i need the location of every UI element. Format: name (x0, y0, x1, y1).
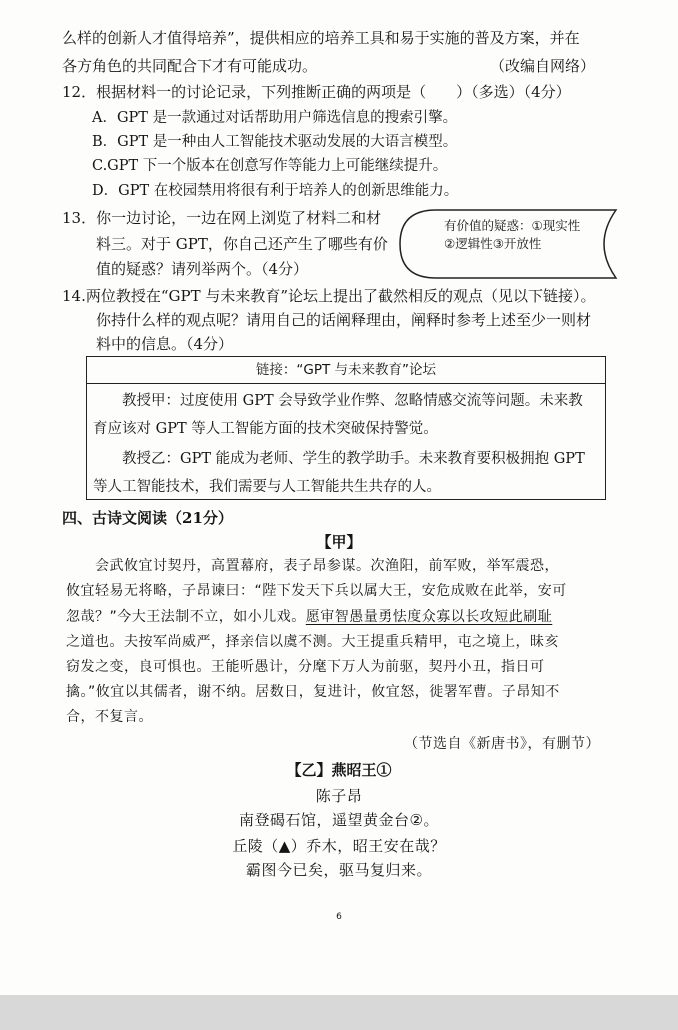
jia-line-7: 合，不复言。 (66, 709, 153, 725)
intro-line-1: 么样的创新人才值得培养”，提供相应的培养工具和易于实施的普及方案，并在 (62, 29, 580, 47)
intro-source: （改编自网络） (490, 57, 596, 75)
viewer-bottom-bar (0, 995, 678, 1030)
forum-link-line-1: 教授甲：过度使用 GPT 会导致学业作弊、忽略情感交流等问题。未来教 (93, 393, 583, 409)
q13-hint-note: 有价值的疑惑：①现实性②逻辑性③开放性 (444, 218, 581, 251)
intro-line-2: 各方角色的共同配合下才有可能成功。 (62, 57, 318, 75)
jia-line-3 (66, 607, 552, 627)
q13-line-3: 值的疑惑？请列举两个。（4分） (96, 260, 309, 278)
jia-line-1: 会武攸宜讨契丹，高置幕府，表子昂参谋。次渔阳，前军败，举军震恐， (66, 558, 559, 574)
q13-line-1: 13．你一边讨论，一边在网上浏览了材料二和材 (62, 209, 382, 227)
q14-line-3: 料中的信息。（4分） (96, 335, 234, 353)
forum-link-line-2: 育应该对 GPT 等人工智能方面的技术突破保持警觉。 (93, 421, 438, 437)
section-heading: 四、古诗文阅读（21分） (62, 509, 233, 527)
q12-option-c: C.GPT 下一个版本在创意写作等能力上可能继续提升。 (92, 158, 448, 174)
jia-source: （节选自《新唐书》，有删节） (404, 736, 600, 752)
q12-stem: 12．根据材料一的讨论记录，下列推断正确的两项是（ ）（多选）（4分） (62, 83, 571, 101)
forum-link-title: 链接：“GPT 与未来教育”论坛 (87, 357, 605, 384)
q12-option-d: D．GPT 在校园禁用将很有利于培养人的创新思维能力。 (92, 183, 459, 199)
page-number: 6 (336, 912, 342, 922)
jia-line-2: 攸宜轻易无将略，子昂谏曰：“陛下发天下兵以属大王，安危成败在此举，安可 (66, 583, 567, 599)
poem-line-1: 南登碣石馆，遥望黄金台②。 (239, 811, 439, 829)
jia-title: 【甲】 (316, 533, 362, 551)
q13-line-2: 料三。对于 GPT，你自己还产生了哪些有价 (96, 235, 388, 253)
poem-line-3: 霸图今已矣，驱马复归来。 (245, 861, 432, 879)
jia-line-5: 窃发之变，良可惧也。王能听愚计，分麾下万人为前驱，契丹小丑，指日可 (66, 659, 545, 675)
q14-line-2: 你持什么样的观点呢？请用自己的话阐释理由，阐释时参考上述至少一则材 (96, 311, 592, 329)
forum-link-line-3: 教授乙：GPT 能成为老师、学生的教学助手。未来教育要积极拥抱 GPT (93, 451, 585, 467)
jia-line-4: 之道也。夫按军尚威严，择亲信以虞不测。大王提重兵精甲，屯之境上，昧亥 (66, 634, 559, 650)
q14-line-1: 14.两位教授在“GPT 与未来教育”论坛上提出了截然相反的观点（见以下链接）。 (62, 287, 596, 305)
q12-option-b: B．GPT 是一种由人工智能技术驱动发展的大语言模型。 (92, 134, 458, 150)
jia-line-3-text: 忽哉？”今大王法制不立，如小儿戏。 (66, 609, 306, 625)
jia-underlined-sentence-part-1: 愿审智愚量勇怯度众寡以长攻短此刷耻 (305, 609, 553, 625)
yi-title: 【乙】燕昭王① (286, 761, 392, 779)
forum-link-line-4: 等人工智能技术，我们需要与人工智能共生共存的人。 (93, 479, 441, 495)
yi-author: 陈子昂 (315, 787, 363, 805)
forum-link-box (86, 356, 606, 500)
jia-line-6: 擒。”攸宜以其儒者，谢不纳。居数日，复进计，攸宜怒，徙署军曹。子昂知不 (66, 684, 560, 700)
poem-line-2: 丘陵（▲）乔木，昭王安在哉？ (232, 837, 446, 855)
q12-option-a: A．GPT 是一款通过对话帮助用户筛选信息的搜索引擎。 (92, 110, 458, 126)
